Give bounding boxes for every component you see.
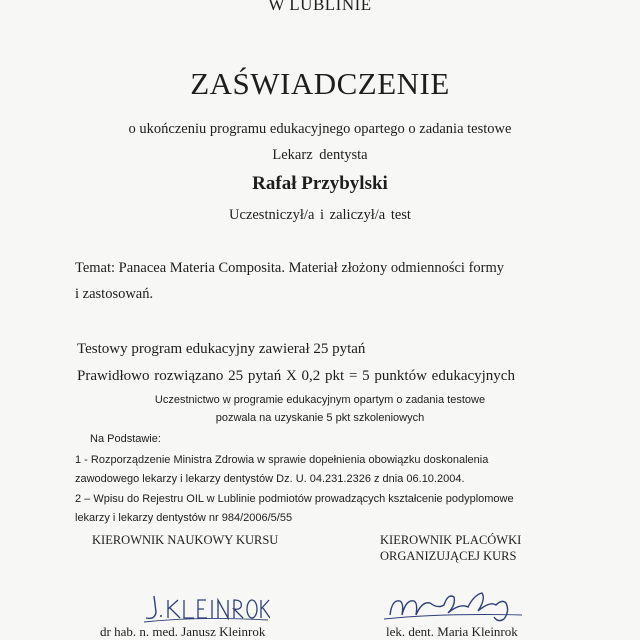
facility-director-signature xyxy=(382,585,532,625)
facility-director-name: lek. dent. Maria Kleinrok xyxy=(386,624,518,639)
facility-director-role-line-1: KIEROWNIK PLACÓWKI xyxy=(380,533,522,547)
participation-line-1: Uczestnictwo w programie edukacyjnym opartym o zadania testowe xyxy=(154,394,486,406)
legal-basis-heading: Na Podstawie: xyxy=(90,433,161,445)
certificate-title: ZAŚWIADCZENIE xyxy=(190,66,450,101)
institution-line: W LUBLINIE xyxy=(268,0,372,14)
topic-line-2: i zastosowań. xyxy=(75,286,154,302)
scientific-director-name: dr hab. n. med. Janusz Kleinrok xyxy=(100,624,266,639)
participant-name: Rafał Przybylski xyxy=(252,173,388,194)
certificate-subtitle: o ukończeniu programu edukacyjnego opartego o zadania testowe xyxy=(128,121,512,137)
profession: Lekarz dentysta xyxy=(272,147,368,163)
scientific-director-role: KIEROWNIK NAUKOWY KURSU xyxy=(92,533,279,547)
legal-basis-item-1-line-1: 1 - Rozporządzenie Ministra Zdrowia w sprawie dopełnienia obowiązku doskonalenia xyxy=(75,454,489,466)
questions-total: Testowy program edukacyjny zawierał 25 pytań xyxy=(77,341,366,357)
scientific-director-signature xyxy=(140,590,270,624)
topic-line-1: Temat: Panacea Materia Composita. Materiał złożony odmienności formy xyxy=(75,260,505,276)
legal-basis-item-2-line-2: lekarzy i lekarzy dentystów nr 984/2006/5/55 xyxy=(75,512,293,524)
points-calculation: Prawidłowo rozwiązano 25 pytań X 0,2 pkt = 5 punktów edukacyjnych xyxy=(77,368,515,384)
completion-status: Uczestniczył/a i zaliczył/a test xyxy=(229,207,411,223)
participation-line-2: pozwala na uzyskanie 5 pkt szkoleniowych xyxy=(215,412,425,424)
legal-basis-item-1-line-2: zawodowego lekarzy i lekarzy dentystów Dz. U. 04.231.2326 z dnia 06.10.2004. xyxy=(75,473,465,485)
facility-director-role-line-2: ORGANIZUJĄCEJ KURS xyxy=(380,549,517,563)
legal-basis-item-2-line-1: 2 – Wpisu do Rejestru OIL w Lublinie podmiotów prowadzących kształcenie podyplomowe xyxy=(75,493,514,505)
